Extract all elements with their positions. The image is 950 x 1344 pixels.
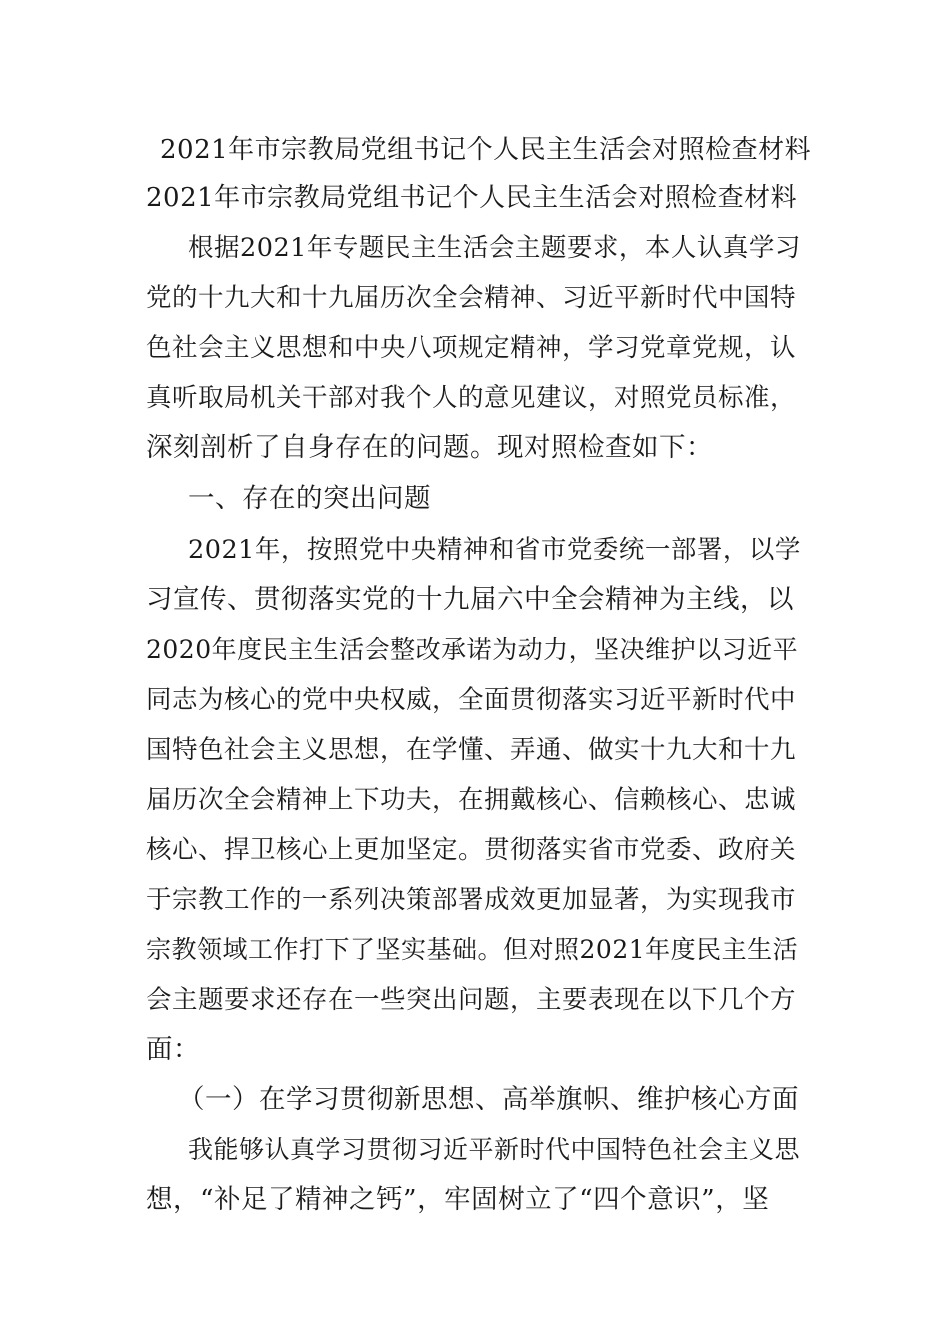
section1-line-9: 宗教领域工作打下了坚实基础。但对照2021年度民主生活 — [146, 935, 799, 964]
section1-line-5: 国特色社会主义思想，在学懂、弄通、做实十九大和十九 — [146, 735, 797, 765]
intro-line-5: 深刻剖析了自身存在的问题。现对照检查如下： — [146, 432, 713, 463]
section1-line-1: 2021年，按照党中央精神和省市党委统一部署，以学 — [188, 535, 801, 565]
intro-line-2: 党的十九大和十九届历次全会精神、习近平新时代中国特 — [146, 283, 797, 313]
section1-line-2: 习宣传、贯彻落实党的十九届六中全会精神为主线，以 — [146, 584, 794, 615]
subsection1-heading: （一）在学习贯彻新思想、高举旗帜、维护核心方面 — [178, 1084, 799, 1115]
section1-line-3: 2020年度民主生活会整改承诺为动力，坚决维护以习近平 — [146, 635, 799, 664]
section1-line-6: 届历次全会精神上下功夫，在拥戴核心、信赖核心、忠诚 — [146, 785, 797, 815]
section1-line-11: 面： — [146, 1034, 200, 1065]
section1-line-10: 会主题要求还存在一些突出问题，主要表现在以下几个方 — [146, 985, 797, 1015]
section1-line-8: 于宗教工作的一系列决策部署成效更加显著，为实现我市 — [146, 885, 797, 915]
intro-line-4: 真听取局机关干部对我个人的意见建议，对照党员标准， — [146, 383, 797, 413]
subsection1-line-2: 想，“补足了精神之钙”，牢固树立了“四个意识”，坚 — [146, 1184, 770, 1215]
section1-line-7: 核心、捍卫核心上更加坚定。贯彻落实省市党委、政府关 — [146, 835, 797, 865]
intro-line-3: 色社会主义思想和中央八项规定精神，学习党章党规，认 — [146, 333, 797, 363]
intro-line-1: 根据2021年专题民主生活会主题要求，本人认真学习 — [188, 233, 801, 263]
document-subtitle: 2021年市宗教局党组书记个人民主生活会对照检查材料 — [146, 183, 798, 213]
section1-line-4: 同志为核心的党中央权威，全面贯彻落实习近平新时代中 — [146, 685, 797, 715]
subsection1-line-1: 我能够认真学习贯彻习近平新时代中国特色社会主义思 — [188, 1135, 801, 1164]
section1-heading: 一、存在的突出问题 — [188, 483, 431, 514]
document-title: 2021年市宗教局党组书记个人民主生活会对照检查材料 — [160, 135, 812, 165]
